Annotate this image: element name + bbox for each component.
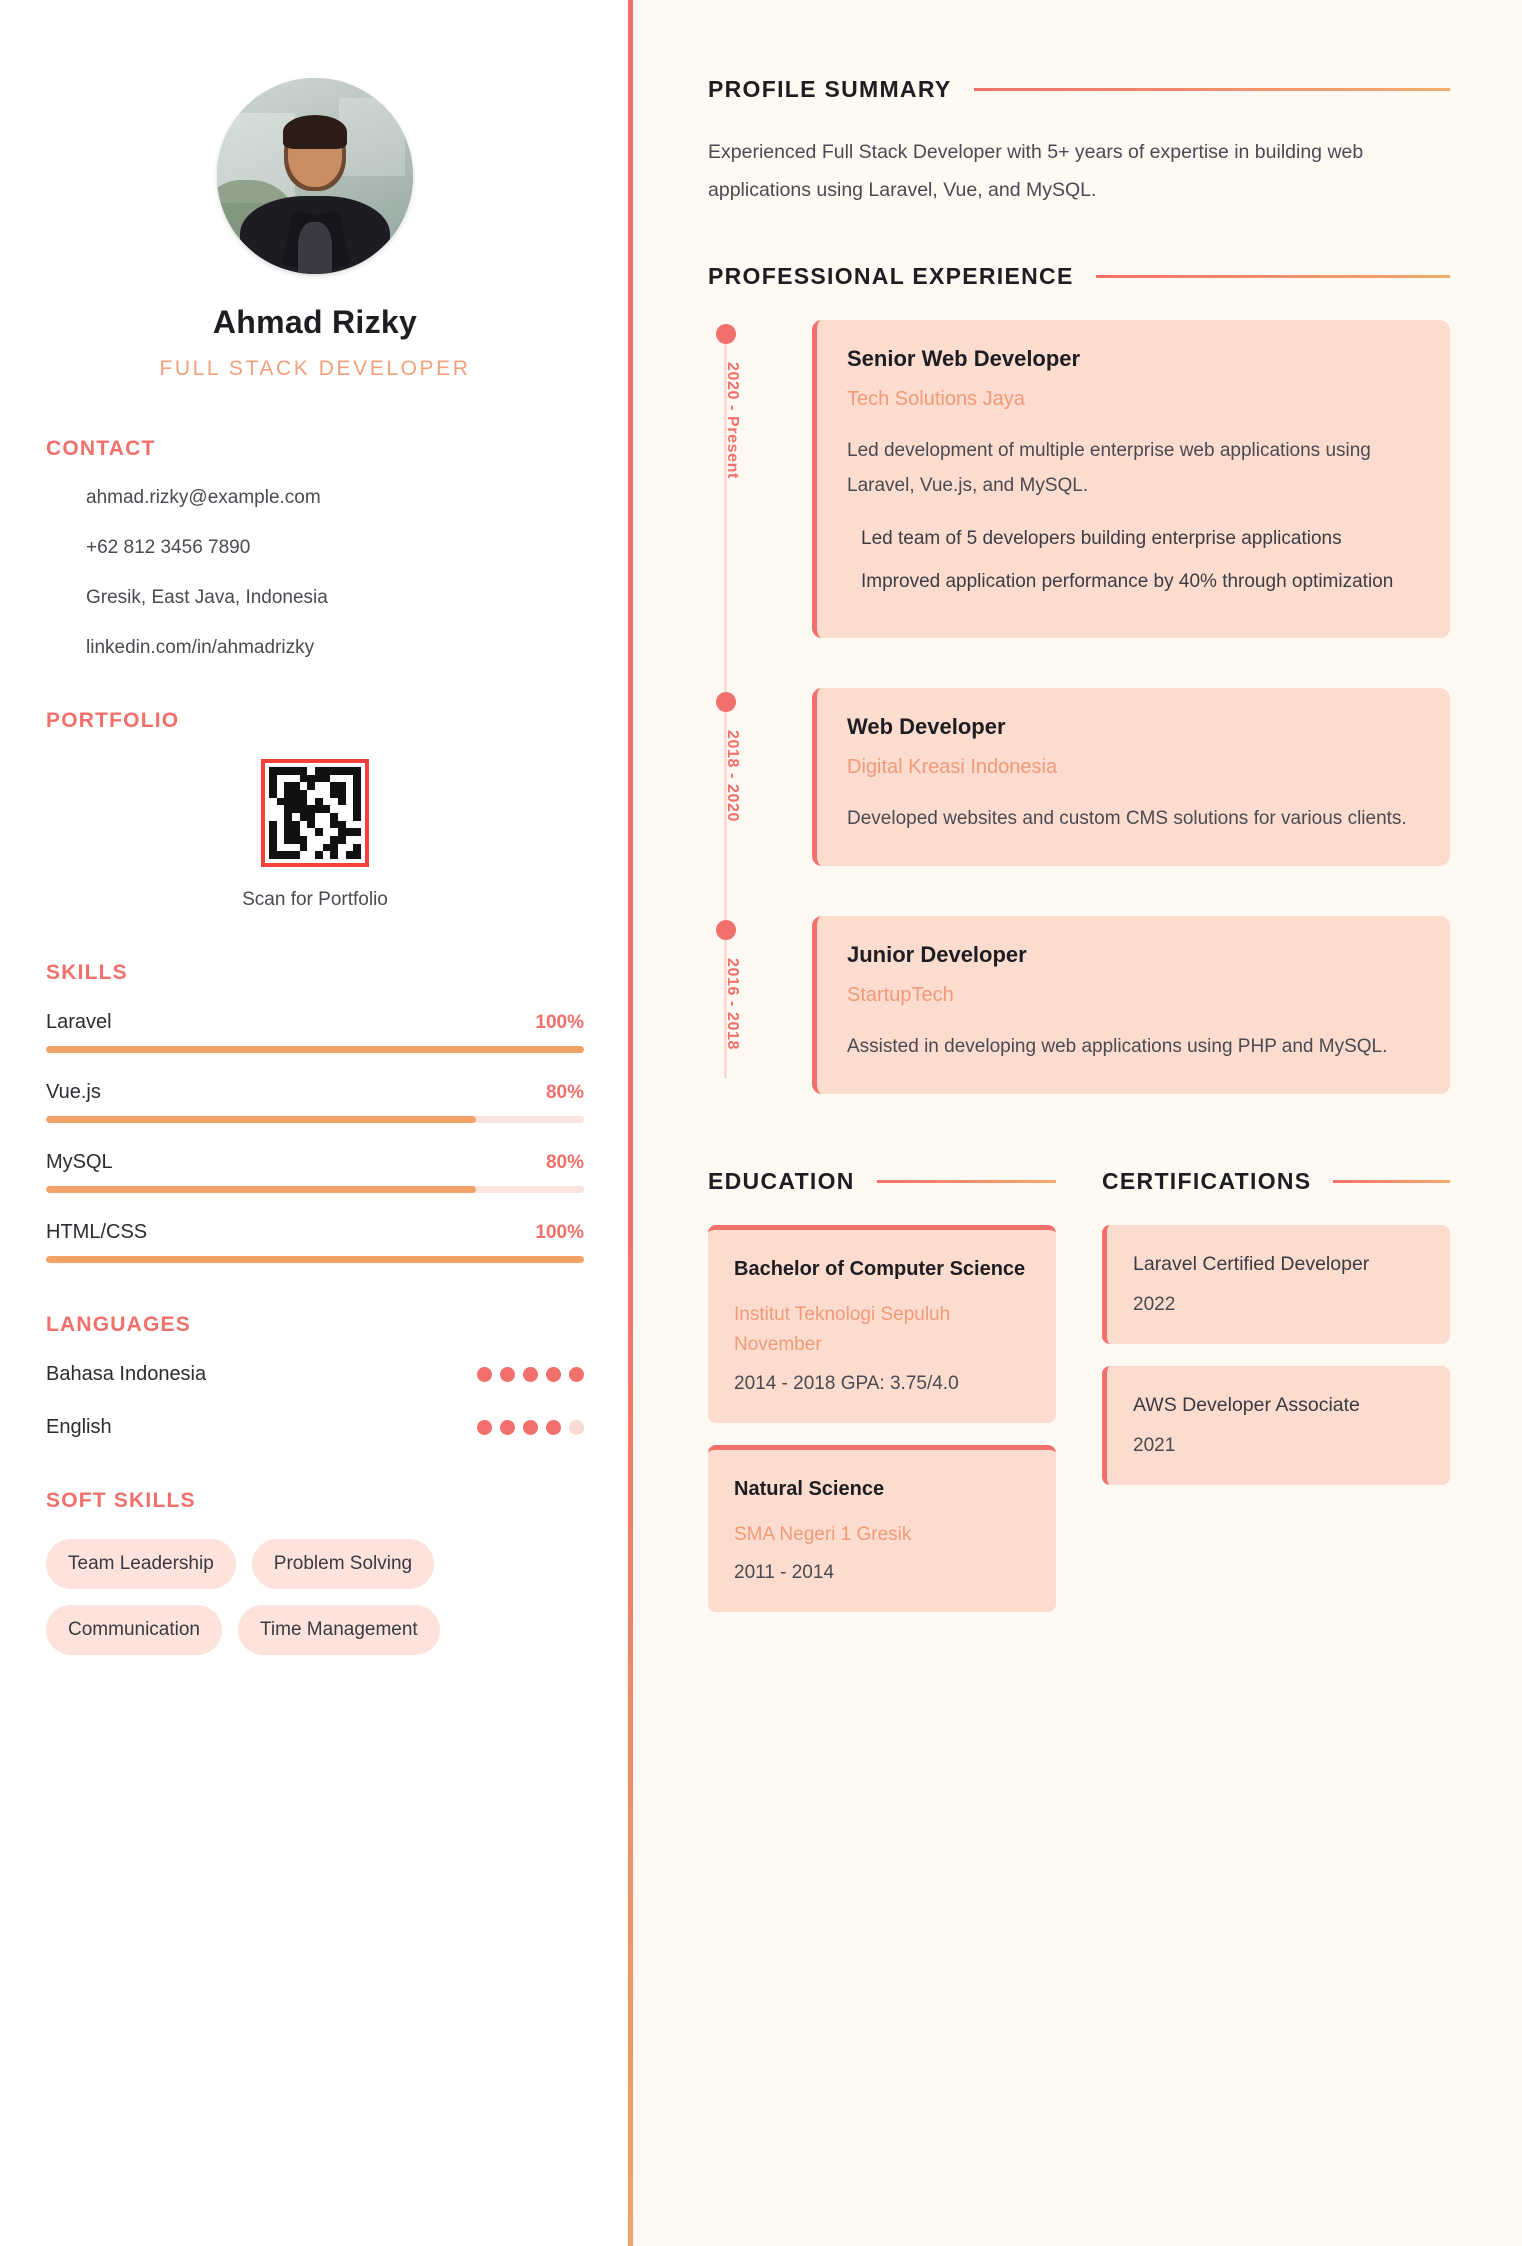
- level-dot: [569, 1367, 584, 1382]
- certification-card: [1102, 1366, 1450, 1485]
- language-level-dots: [477, 1367, 584, 1382]
- experience-item: [724, 688, 1450, 866]
- timeline-dot-icon: [716, 692, 736, 712]
- language-level-dots: [477, 1420, 584, 1435]
- level-dot: [500, 1420, 515, 1435]
- job-company: Tech Solutions Jaya: [847, 388, 1025, 411]
- education-meta: 2014 - 2018 GPA: 3.75/4.0: [734, 1372, 959, 1394]
- skill-name: HTML/CSS: [46, 1221, 148, 1243]
- job-description: Developed websites and custom CMS solutions for various clients.: [847, 807, 1407, 829]
- soft-skill-chip: Team Leadership: [46, 1539, 236, 1589]
- education-card: [708, 1445, 1056, 1612]
- job-description: Led development of multiple enterprise web applications using Laravel, Vue.js, and MySQL.: [847, 440, 1371, 497]
- contact-title: CONTACT: [46, 437, 156, 460]
- job-title: Senior Web Developer: [847, 346, 1081, 372]
- avatar-wrapper: [46, 78, 584, 274]
- skill-name: Vue.js: [46, 1081, 101, 1103]
- portfolio-section: [46, 709, 584, 911]
- contact-section: [46, 437, 584, 659]
- job-title: Junior Developer: [847, 941, 1027, 967]
- certification-card: [1102, 1225, 1450, 1344]
- experience-card: [812, 320, 1450, 638]
- summary-text: Experienced Full Stack Developer with 5+ years of expertise in building web applications using Laravel, Vue, and MySQL.: [708, 141, 1364, 202]
- skill-percent: 80%: [545, 1082, 584, 1103]
- soft-skill-chip: Problem Solving: [252, 1539, 434, 1589]
- education-card: [708, 1225, 1056, 1423]
- timeline-dot-icon: [716, 324, 736, 344]
- education-degree: Natural Science: [734, 1477, 885, 1500]
- contact-phone[interactable]: +62 812 3456 7890: [86, 537, 251, 558]
- column-divider: [628, 0, 633, 2246]
- qr-code-icon[interactable]: [261, 759, 369, 867]
- job-title: Web Developer: [847, 713, 1006, 739]
- profile-name: Ahmad Rizky: [212, 304, 418, 340]
- certification-name: Laravel Certified Developer: [1133, 1252, 1370, 1275]
- skill-name: MySQL: [46, 1151, 113, 1173]
- level-dot: [523, 1420, 538, 1435]
- level-dot: [523, 1367, 538, 1382]
- level-dot: [546, 1420, 561, 1435]
- certification-year: 2021: [1133, 1435, 1176, 1457]
- experience-date: 2020 - Present: [724, 362, 741, 479]
- experience-item: [724, 916, 1450, 1094]
- experience-title: PROFESSIONAL EXPERIENCE: [708, 263, 1074, 290]
- contact-email[interactable]: ahmad.rizky@example.com: [86, 487, 321, 508]
- language-name: English: [46, 1416, 112, 1438]
- job-company: Digital Kreasi Indonesia: [847, 755, 1058, 778]
- contact-location: Gresik, East Java, Indonesia: [86, 587, 328, 608]
- skill-bar: [46, 1116, 584, 1123]
- education-school: SMA Negeri 1 Gresik: [734, 1523, 912, 1545]
- skill-percent: 80%: [545, 1152, 584, 1173]
- skill-row: [46, 1081, 584, 1123]
- contact-linkedin[interactable]: linkedin.com/in/ahmadrizky: [86, 637, 315, 658]
- summary-title: PROFILE SUMMARY: [708, 76, 952, 102]
- level-dot: [477, 1420, 492, 1435]
- language-name: Bahasa Indonesia: [46, 1363, 207, 1385]
- experience-item: [724, 320, 1450, 638]
- profile-role: FULL STACK DEVELOPER: [159, 357, 471, 380]
- portfolio-title: PORTFOLIO: [46, 709, 180, 732]
- level-dot: [500, 1367, 515, 1382]
- education-title: EDUCATION: [708, 1167, 855, 1194]
- experience-timeline: [708, 320, 1450, 1094]
- soft-skill-chip: Communication: [46, 1605, 222, 1655]
- skill-bar: [46, 1186, 584, 1193]
- level-dot: [569, 1420, 584, 1435]
- main-content: [630, 0, 1522, 2246]
- skill-bar: [46, 1256, 584, 1263]
- skill-row: [46, 1151, 584, 1193]
- education-header: [708, 1168, 1056, 1195]
- soft-skill-chip: Time Management: [238, 1605, 440, 1655]
- languages-section: [46, 1313, 584, 1439]
- skill-bar: [46, 1046, 584, 1053]
- skill-percent: 100%: [535, 1012, 584, 1033]
- avatar: [217, 78, 413, 274]
- skill-name: Laravel: [46, 1011, 112, 1033]
- skill-row: [46, 1221, 584, 1263]
- header-rule: [1096, 275, 1450, 278]
- certifications-header: [1102, 1168, 1450, 1195]
- timeline-dot-icon: [716, 920, 736, 940]
- skill-percent: 100%: [535, 1222, 584, 1243]
- languages-title: LANGUAGES: [46, 1313, 191, 1336]
- education-meta: 2011 - 2014: [734, 1562, 835, 1584]
- job-bullets: [847, 521, 1420, 599]
- certification-year: 2022: [1133, 1294, 1176, 1316]
- experience-card: [812, 688, 1450, 866]
- job-bullet: Led team of 5 developers building enterprise applications: [861, 528, 1342, 550]
- experience-date: 2018 - 2020: [724, 729, 741, 822]
- education-degree: Bachelor of Computer Science: [734, 1257, 1026, 1280]
- certifications-section: [1102, 1168, 1450, 1634]
- education-section: [708, 1168, 1056, 1634]
- soft-skills-section: [46, 1489, 584, 1655]
- experience-date: 2016 - 2018: [724, 957, 741, 1050]
- portfolio-caption: Scan for Portfolio: [242, 889, 388, 910]
- job-company: StartupTech: [847, 983, 954, 1006]
- header-rule: [877, 1180, 1056, 1183]
- header-rule: [974, 88, 1450, 91]
- job-bullet: Improved application performance by 40% through optimization: [861, 571, 1394, 593]
- soft-skills-title: SOFT SKILLS: [46, 1489, 196, 1512]
- skill-row: [46, 1011, 584, 1053]
- experience-card: [812, 916, 1450, 1094]
- summary-header: [708, 76, 1450, 103]
- header-rule: [1333, 1180, 1450, 1183]
- certification-name: AWS Developer Associate: [1133, 1394, 1360, 1417]
- bottom-sections: [708, 1168, 1450, 1634]
- language-row: [46, 1363, 584, 1386]
- level-dot: [477, 1367, 492, 1382]
- education-school: Institut Teknologi Sepuluh November: [734, 1303, 951, 1356]
- job-description: Assisted in developing web applications using PHP and MySQL.: [847, 1035, 1388, 1057]
- experience-header: [708, 263, 1450, 290]
- certifications-title: CERTIFICATIONS: [1102, 1167, 1312, 1194]
- skills-title: SKILLS: [46, 961, 128, 984]
- sidebar: [0, 0, 630, 2246]
- skills-section: [46, 961, 584, 1263]
- level-dot: [546, 1367, 561, 1382]
- language-row: [46, 1416, 584, 1439]
